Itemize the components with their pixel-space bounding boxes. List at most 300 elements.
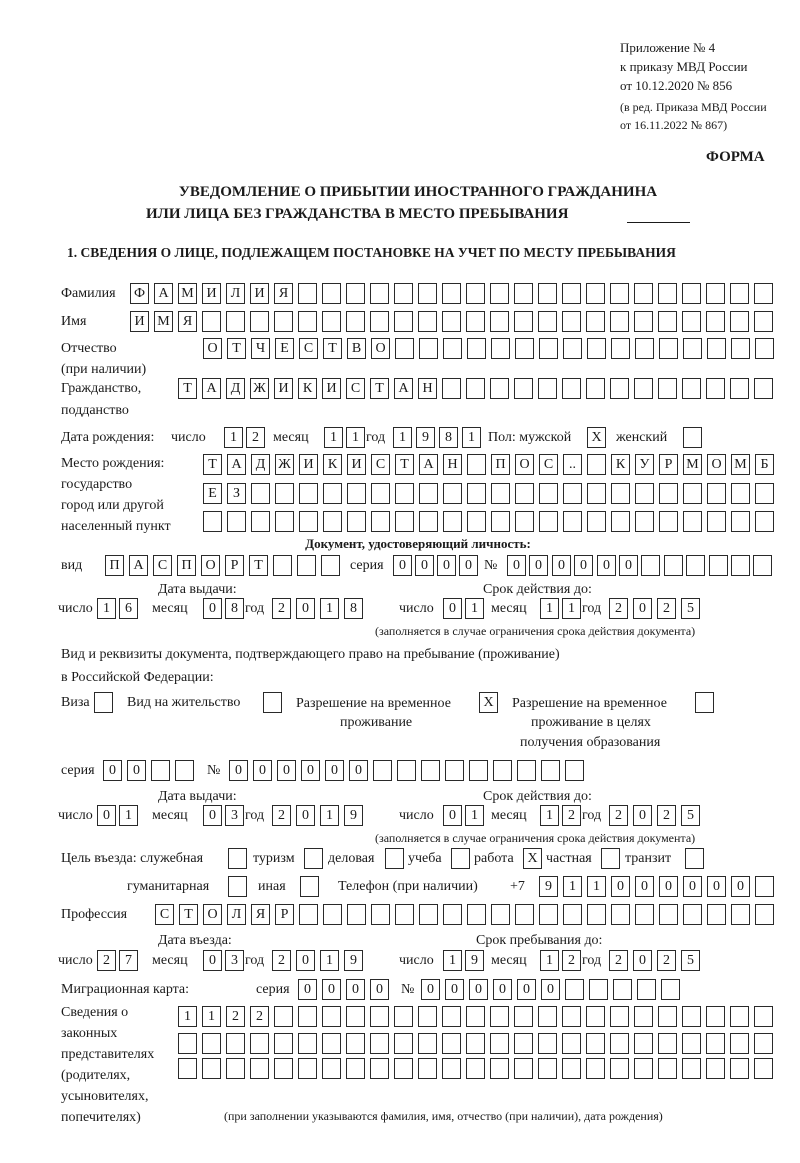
char-box[interactable]: Ж [250,378,269,399]
char-box[interactable]: П [177,555,196,576]
char-box[interactable]: 0 [659,876,678,897]
char-box[interactable] [562,311,581,332]
char-box[interactable] [730,1033,749,1054]
char-box[interactable]: 0 [529,555,548,576]
char-box[interactable]: Р [225,555,244,576]
char-box[interactable]: Т [203,454,222,475]
char-box[interactable]: З [227,483,246,504]
char-box[interactable] [682,1006,701,1027]
char-box[interactable]: 3 [225,950,244,971]
checkbox[interactable] [228,848,247,869]
char-box[interactable] [755,904,774,925]
char-box[interactable]: О [515,454,534,475]
char-box[interactable] [490,1058,509,1079]
char-box[interactable] [275,483,294,504]
char-box[interactable]: 0 [459,555,478,576]
char-box[interactable] [370,1006,389,1027]
char-box[interactable]: 2 [250,1006,269,1027]
char-box[interactable] [445,760,464,781]
char-box[interactable] [395,511,414,532]
char-box[interactable] [754,1058,773,1079]
char-box[interactable] [419,483,438,504]
char-box[interactable] [539,483,558,504]
char-box[interactable] [322,311,341,332]
char-box[interactable]: 1 [443,950,462,971]
char-box[interactable]: М [154,311,173,332]
char-box[interactable] [491,338,510,359]
char-box[interactable]: Т [179,904,198,925]
char-box[interactable]: О [203,338,222,359]
char-box[interactable]: 1 [324,427,343,448]
char-box[interactable] [659,483,678,504]
char-box[interactable]: 5 [681,805,700,826]
char-box[interactable] [370,1058,389,1079]
char-box[interactable] [371,511,390,532]
char-box[interactable] [466,311,485,332]
char-box[interactable] [658,1006,677,1027]
char-box[interactable] [443,904,462,925]
char-box[interactable]: Н [418,378,437,399]
char-box[interactable] [466,1006,485,1027]
checkbox[interactable]: X [479,692,498,713]
char-box[interactable]: Т [395,454,414,475]
char-box[interactable] [322,1033,341,1054]
char-box[interactable] [395,338,414,359]
char-box[interactable] [682,283,701,304]
char-box[interactable]: 2 [272,805,291,826]
char-box[interactable] [202,1033,221,1054]
char-box[interactable]: Н [443,454,462,475]
char-box[interactable]: .. [563,454,582,475]
checkbox[interactable]: X [523,848,542,869]
char-box[interactable] [251,483,270,504]
char-box[interactable]: 2 [657,950,676,971]
char-box[interactable] [754,1033,773,1054]
char-box[interactable]: В [347,338,366,359]
char-box[interactable] [203,511,222,532]
char-box[interactable]: М [178,283,197,304]
char-box[interactable] [731,904,750,925]
char-box[interactable]: 0 [541,979,560,1000]
char-box[interactable]: С [346,378,365,399]
char-box[interactable] [707,338,726,359]
char-box[interactable] [274,311,293,332]
char-box[interactable] [706,1058,725,1079]
char-box[interactable]: Ч [251,338,270,359]
char-box[interactable] [565,760,584,781]
char-box[interactable]: И [250,283,269,304]
char-box[interactable] [298,1058,317,1079]
char-box[interactable]: Ф [130,283,149,304]
char-box[interactable] [610,311,629,332]
char-box[interactable]: 1 [462,427,481,448]
char-box[interactable] [706,283,725,304]
char-box[interactable] [635,511,654,532]
char-box[interactable] [514,1058,533,1079]
char-box[interactable]: Я [178,311,197,332]
char-box[interactable] [202,311,221,332]
char-box[interactable]: А [419,454,438,475]
char-box[interactable] [565,979,584,1000]
char-box[interactable] [298,1033,317,1054]
char-box[interactable]: 0 [445,979,464,1000]
char-box[interactable] [467,454,486,475]
char-box[interactable] [755,483,774,504]
char-box[interactable] [586,283,605,304]
char-box[interactable] [466,378,485,399]
char-box[interactable] [394,1058,413,1079]
char-box[interactable]: 1 [540,805,559,826]
char-box[interactable]: 1 [320,950,339,971]
char-box[interactable] [322,1006,341,1027]
char-box[interactable] [538,311,557,332]
char-box[interactable] [346,1006,365,1027]
checkbox[interactable] [685,848,704,869]
char-box[interactable] [683,511,702,532]
char-box[interactable]: О [371,338,390,359]
char-box[interactable] [202,1058,221,1079]
char-box[interactable]: 0 [597,555,616,576]
char-box[interactable]: 1 [346,427,365,448]
char-box[interactable] [611,904,630,925]
char-box[interactable] [538,283,557,304]
char-box[interactable] [731,555,750,576]
char-box[interactable]: 1 [393,427,412,448]
char-box[interactable]: О [203,904,222,925]
char-box[interactable] [611,483,630,504]
char-box[interactable]: 0 [633,950,652,971]
char-box[interactable] [370,1033,389,1054]
char-box[interactable]: 0 [443,598,462,619]
char-box[interactable] [275,511,294,532]
char-box[interactable] [346,311,365,332]
checkbox[interactable] [385,848,404,869]
char-box[interactable]: 0 [619,555,638,576]
char-box[interactable] [730,1058,749,1079]
checkbox[interactable] [601,848,620,869]
char-box[interactable] [658,1033,677,1054]
char-box[interactable] [227,511,246,532]
char-box[interactable] [299,483,318,504]
char-box[interactable] [394,311,413,332]
char-box[interactable]: 2 [609,598,628,619]
char-box[interactable]: С [539,454,558,475]
char-box[interactable] [635,483,654,504]
char-box[interactable]: 0 [731,876,750,897]
char-box[interactable] [634,1033,653,1054]
char-box[interactable] [731,511,750,532]
char-box[interactable]: 0 [296,805,315,826]
char-box[interactable]: 1 [224,427,243,448]
char-box[interactable] [610,1033,629,1054]
char-box[interactable] [539,904,558,925]
char-box[interactable]: Т [227,338,246,359]
char-box[interactable]: 0 [346,979,365,1000]
char-box[interactable]: 0 [253,760,272,781]
char-box[interactable] [418,1006,437,1027]
char-box[interactable] [442,1033,461,1054]
char-box[interactable]: 1 [119,805,138,826]
checkbox[interactable]: X [587,427,606,448]
char-box[interactable] [443,338,462,359]
char-box[interactable] [274,1033,293,1054]
char-box[interactable] [250,1033,269,1054]
checkbox[interactable] [695,692,714,713]
char-box[interactable] [394,283,413,304]
char-box[interactable] [418,1058,437,1079]
char-box[interactable] [683,483,702,504]
char-box[interactable]: Я [251,904,270,925]
char-box[interactable] [586,311,605,332]
char-box[interactable]: 5 [681,598,700,619]
char-box[interactable] [490,378,509,399]
char-box[interactable] [562,1033,581,1054]
char-box[interactable] [589,979,608,1000]
char-box[interactable]: П [491,454,510,475]
char-box[interactable]: 0 [552,555,571,576]
char-box[interactable] [562,378,581,399]
char-box[interactable] [323,483,342,504]
char-box[interactable]: 0 [611,876,630,897]
char-box[interactable]: 1 [178,1006,197,1027]
char-box[interactable] [397,760,416,781]
char-box[interactable] [490,1033,509,1054]
char-box[interactable] [493,760,512,781]
char-box[interactable] [538,1033,557,1054]
char-box[interactable] [421,760,440,781]
char-box[interactable]: К [611,454,630,475]
char-box[interactable]: 1 [465,805,484,826]
char-box[interactable]: 1 [540,598,559,619]
char-box[interactable]: 1 [320,598,339,619]
char-box[interactable] [658,311,677,332]
char-box[interactable]: 0 [443,805,462,826]
char-box[interactable] [515,483,534,504]
char-box[interactable] [370,283,389,304]
char-box[interactable] [659,511,678,532]
char-box[interactable] [514,1033,533,1054]
char-box[interactable]: 2 [272,598,291,619]
char-box[interactable]: А [154,283,173,304]
char-box[interactable]: О [707,454,726,475]
char-box[interactable] [514,311,533,332]
char-box[interactable] [706,378,725,399]
char-box[interactable] [297,555,316,576]
char-box[interactable]: 0 [493,979,512,1000]
char-box[interactable] [730,283,749,304]
char-box[interactable] [419,904,438,925]
char-box[interactable]: 0 [103,760,122,781]
char-box[interactable] [562,1006,581,1027]
char-box[interactable] [394,1033,413,1054]
char-box[interactable]: 2 [562,805,581,826]
char-box[interactable] [658,283,677,304]
char-box[interactable] [587,904,606,925]
char-box[interactable] [298,311,317,332]
char-box[interactable] [754,1006,773,1027]
char-box[interactable] [754,378,773,399]
char-box[interactable] [491,904,510,925]
char-box[interactable] [467,904,486,925]
char-box[interactable] [299,904,318,925]
char-box[interactable] [419,511,438,532]
char-box[interactable] [563,338,582,359]
char-box[interactable]: М [683,454,702,475]
char-box[interactable] [754,283,773,304]
char-box[interactable] [587,454,606,475]
char-box[interactable] [706,1033,725,1054]
char-box[interactable]: 2 [226,1006,245,1027]
char-box[interactable] [443,483,462,504]
char-box[interactable] [514,283,533,304]
char-box[interactable] [490,1006,509,1027]
char-box[interactable] [321,555,340,576]
checkbox[interactable] [228,876,247,897]
char-box[interactable] [250,311,269,332]
char-box[interactable] [323,904,342,925]
char-box[interactable] [151,760,170,781]
char-box[interactable]: 0 [393,555,412,576]
char-box[interactable] [491,483,510,504]
char-box[interactable]: 6 [119,598,138,619]
char-box[interactable]: Т [178,378,197,399]
char-box[interactable]: И [322,378,341,399]
char-box[interactable] [490,283,509,304]
char-box[interactable]: 5 [681,950,700,971]
char-box[interactable] [563,483,582,504]
char-box[interactable] [634,378,653,399]
char-box[interactable]: Д [226,378,245,399]
char-box[interactable] [371,904,390,925]
char-box[interactable] [586,1058,605,1079]
char-box[interactable] [682,311,701,332]
char-box[interactable]: И [274,378,293,399]
char-box[interactable]: Т [323,338,342,359]
char-box[interactable]: 2 [609,950,628,971]
char-box[interactable]: А [227,454,246,475]
char-box[interactable]: И [130,311,149,332]
char-box[interactable] [707,511,726,532]
char-box[interactable] [682,1033,701,1054]
char-box[interactable] [755,876,774,897]
char-box[interactable]: А [129,555,148,576]
char-box[interactable] [491,511,510,532]
char-box[interactable] [539,511,558,532]
char-box[interactable] [635,904,654,925]
char-box[interactable] [298,283,317,304]
char-box[interactable] [610,283,629,304]
char-box[interactable] [466,283,485,304]
char-box[interactable]: 0 [301,760,320,781]
char-box[interactable] [418,311,437,332]
char-box[interactable] [371,483,390,504]
char-box[interactable]: 0 [203,805,222,826]
char-box[interactable] [226,1033,245,1054]
char-box[interactable] [586,378,605,399]
char-box[interactable] [755,511,774,532]
char-box[interactable]: Р [275,904,294,925]
char-box[interactable] [467,483,486,504]
char-box[interactable]: 0 [633,598,652,619]
char-box[interactable]: 0 [437,555,456,576]
char-box[interactable]: 8 [439,427,458,448]
char-box[interactable]: 2 [562,950,581,971]
char-box[interactable]: К [323,454,342,475]
char-box[interactable]: 0 [203,950,222,971]
char-box[interactable] [707,483,726,504]
char-box[interactable] [274,1006,293,1027]
char-box[interactable]: 0 [97,805,116,826]
char-box[interactable]: С [299,338,318,359]
char-box[interactable]: Е [203,483,222,504]
char-box[interactable] [373,760,392,781]
char-box[interactable]: 0 [296,950,315,971]
char-box[interactable] [661,979,680,1000]
char-box[interactable]: 9 [344,805,363,826]
char-box[interactable]: 0 [469,979,488,1000]
char-box[interactable] [515,338,534,359]
char-box[interactable]: 0 [296,598,315,619]
char-box[interactable]: 2 [272,950,291,971]
char-box[interactable] [226,1058,245,1079]
char-box[interactable] [587,483,606,504]
char-box[interactable]: Ж [275,454,294,475]
char-box[interactable] [658,1058,677,1079]
char-box[interactable]: 0 [370,979,389,1000]
char-box[interactable] [730,378,749,399]
char-box[interactable]: 2 [657,598,676,619]
char-box[interactable]: 0 [633,805,652,826]
char-box[interactable] [490,311,509,332]
char-box[interactable] [563,904,582,925]
char-box[interactable]: 0 [277,760,296,781]
char-box[interactable]: 0 [507,555,526,576]
char-box[interactable] [611,338,630,359]
char-box[interactable] [517,760,536,781]
char-box[interactable]: Л [227,904,246,925]
char-box[interactable] [634,283,653,304]
char-box[interactable] [250,1058,269,1079]
char-box[interactable] [637,979,656,1000]
char-box[interactable] [322,1058,341,1079]
checkbox[interactable] [94,692,113,713]
checkbox[interactable] [304,848,323,869]
char-box[interactable] [298,1006,317,1027]
char-box[interactable] [709,555,728,576]
char-box[interactable] [686,555,705,576]
char-box[interactable]: С [155,904,174,925]
char-box[interactable] [395,904,414,925]
char-box[interactable]: Е [275,338,294,359]
char-box[interactable]: М [731,454,750,475]
char-box[interactable] [659,338,678,359]
char-box[interactable] [730,1006,749,1027]
char-box[interactable] [346,1033,365,1054]
char-box[interactable] [730,311,749,332]
char-box[interactable]: Т [370,378,389,399]
char-box[interactable]: 1 [202,1006,221,1027]
char-box[interactable] [731,338,750,359]
char-box[interactable] [610,378,629,399]
char-box[interactable] [418,283,437,304]
char-box[interactable] [753,555,772,576]
char-box[interactable] [226,311,245,332]
char-box[interactable] [469,760,488,781]
char-box[interactable]: 1 [562,598,581,619]
char-box[interactable]: Л [226,283,245,304]
char-box[interactable] [682,378,701,399]
char-box[interactable] [586,1033,605,1054]
